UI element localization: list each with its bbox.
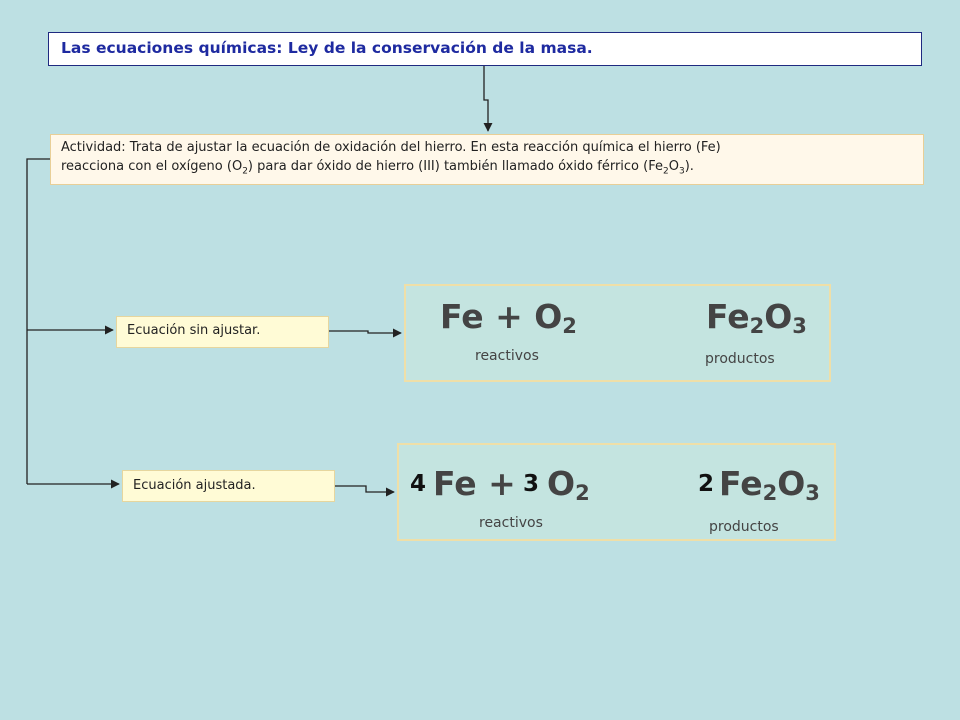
balanced-equation-label: Ecuación ajustada. [122,470,335,502]
activity-box [50,134,924,185]
activity-line-2: reacciona con el oxígeno $(O_2)$ para dar óxido de hierro (III) también llamado óxido férrico $(Fe_2O_3)$. [61,159,694,177]
unbalanced-reactants: $Fe + O_2$ [440,297,577,338]
coefficient-fe: 4 [410,471,427,497]
balanced-products-label: productos [709,519,779,535]
unbalanced-to-panel-connector [329,331,401,333]
balanced-to-panel-connector [335,486,394,492]
coefficient-product: 2 [698,471,715,497]
unbalanced-equation-label: Ecuación sin ajustar. [116,316,329,348]
page-title [48,32,922,66]
activity-line-1: Actividad: Trata de ajustar la ecuación de oxidación del hierro. En esta reacción química el hierro (Fe) [61,140,721,155]
unbalanced-product: $Fe_2O_3$ [706,297,807,338]
balanced-equation-panel [397,443,836,541]
coefficient-o2: 3 [523,471,540,497]
title-to-activity-connector [484,66,488,131]
activity-trunk-connector [27,159,50,484]
balanced-reactants-label: reactivos [479,515,543,531]
title-text: Las ecuaciones químicas: Ley de la conservación de la masa. [61,39,593,57]
unbalanced-products-label: productos [705,351,775,367]
balanced-o2: $O_2$ [547,464,590,505]
balanced-product: $Fe_2O_3$ [719,464,820,505]
unbalanced-equation-panel [404,284,831,382]
balanced-fe-plus: Fe + [433,464,516,503]
unbalanced-reactants-label: reactivos [475,348,539,364]
